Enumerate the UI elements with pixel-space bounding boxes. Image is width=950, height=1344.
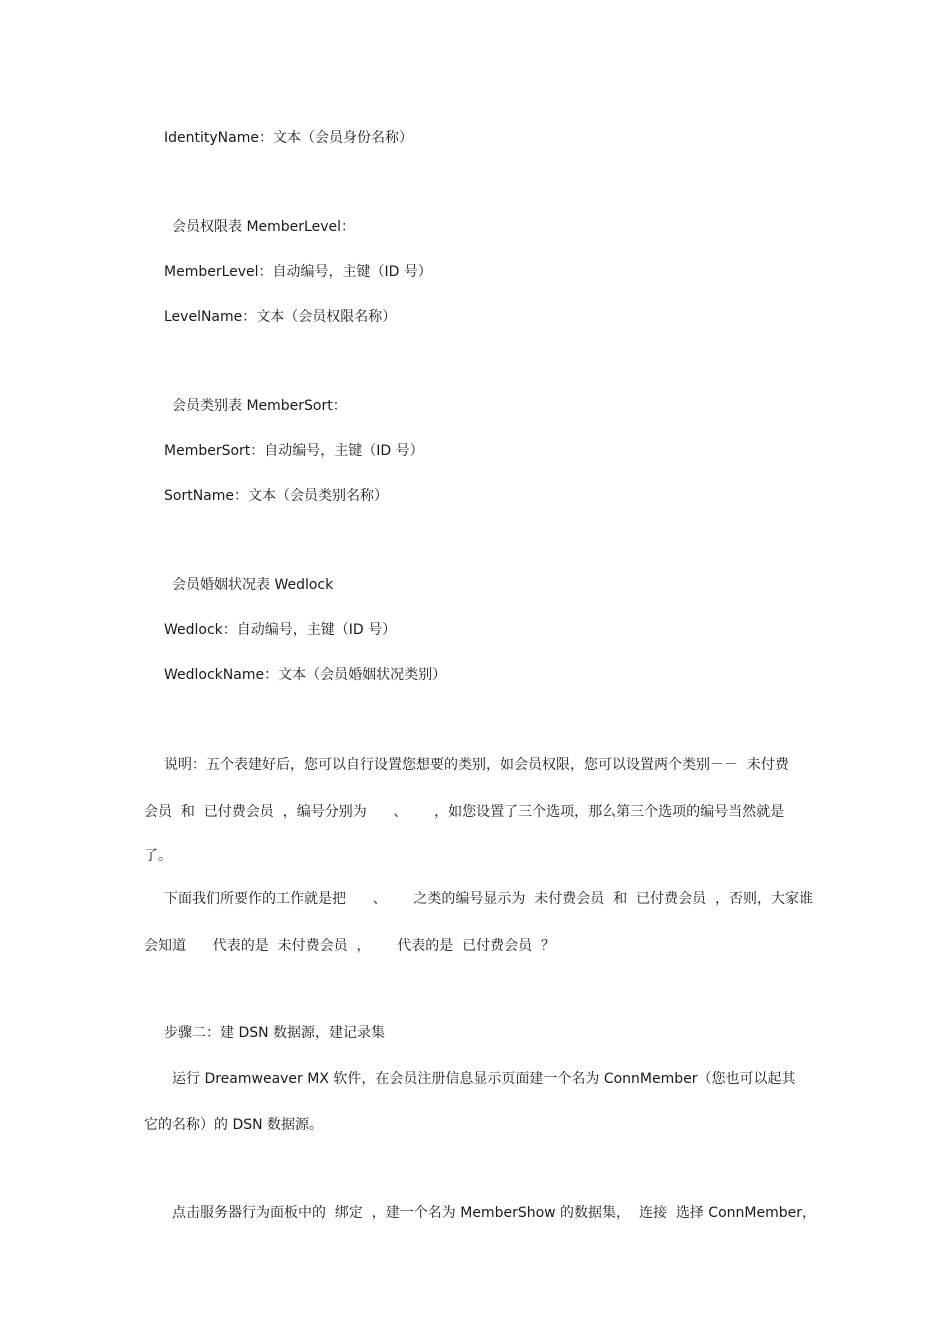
step-two-heading: 步骤二：建 DSN 数据源，建记录集	[164, 1025, 386, 1041]
explanation-line-5: 会知道 代表的是 未付费会员 ， 代表的是 已付费会员 ？	[144, 938, 556, 954]
wedlock-name-field: WedlockName：文本（会员婚姻状况类别）	[164, 667, 447, 683]
explanation-line-1: 说明：五个表建好后，您可以自行设置您想要的类别，如会员权限，您可以设置两个类别－－ 未付费	[164, 757, 789, 773]
step-two-para-2-line-1: 点击服务器行为面板中的 绑定 ，建一个名为 MemberShow 的数据集， 连接 选择 ConnMember，	[172, 1205, 816, 1221]
wedlock-heading: 会员婚姻状况表 Wedlock	[172, 577, 334, 593]
member-level-heading: 会员权限表 MemberLevel：	[172, 219, 355, 235]
sort-name-field: SortName：文本（会员类别名称）	[164, 488, 388, 504]
step-two-para-1-line-2: 它的名称）的 DSN 数据源。	[144, 1117, 324, 1133]
explanation-line-3: 了。	[144, 848, 172, 864]
member-sort-field: MemberSort：自动编号，主键（ID 号）	[164, 443, 424, 459]
wedlock-field: Wedlock：自动编号，主键（ID 号）	[164, 622, 397, 638]
explanation-line-4: 下面我们所要作的工作就是把 、 之类的编号显示为 未付费会员 和 已付费会员 ，否则，大家谁	[164, 891, 814, 907]
step-two-para-1-line-1: 运行 Dreamweaver MX 软件，在会员注册信息显示页面建一个名为 ConnMember（您也可以起其	[172, 1071, 796, 1087]
member-sort-heading: 会员类别表 MemberSort：	[172, 398, 347, 414]
identity-name-field: IdentityName：文本（会员身份名称）	[164, 130, 413, 146]
explanation-line-2: 会员 和 已付费会员 ，编号分别为 、 ，如您设置了三个选项，那么第三个选项的编号当然就是	[144, 804, 785, 820]
member-level-field: MemberLevel：自动编号，主键（ID 号）	[164, 264, 432, 280]
level-name-field: LevelName：文本（会员权限名称）	[164, 309, 397, 325]
